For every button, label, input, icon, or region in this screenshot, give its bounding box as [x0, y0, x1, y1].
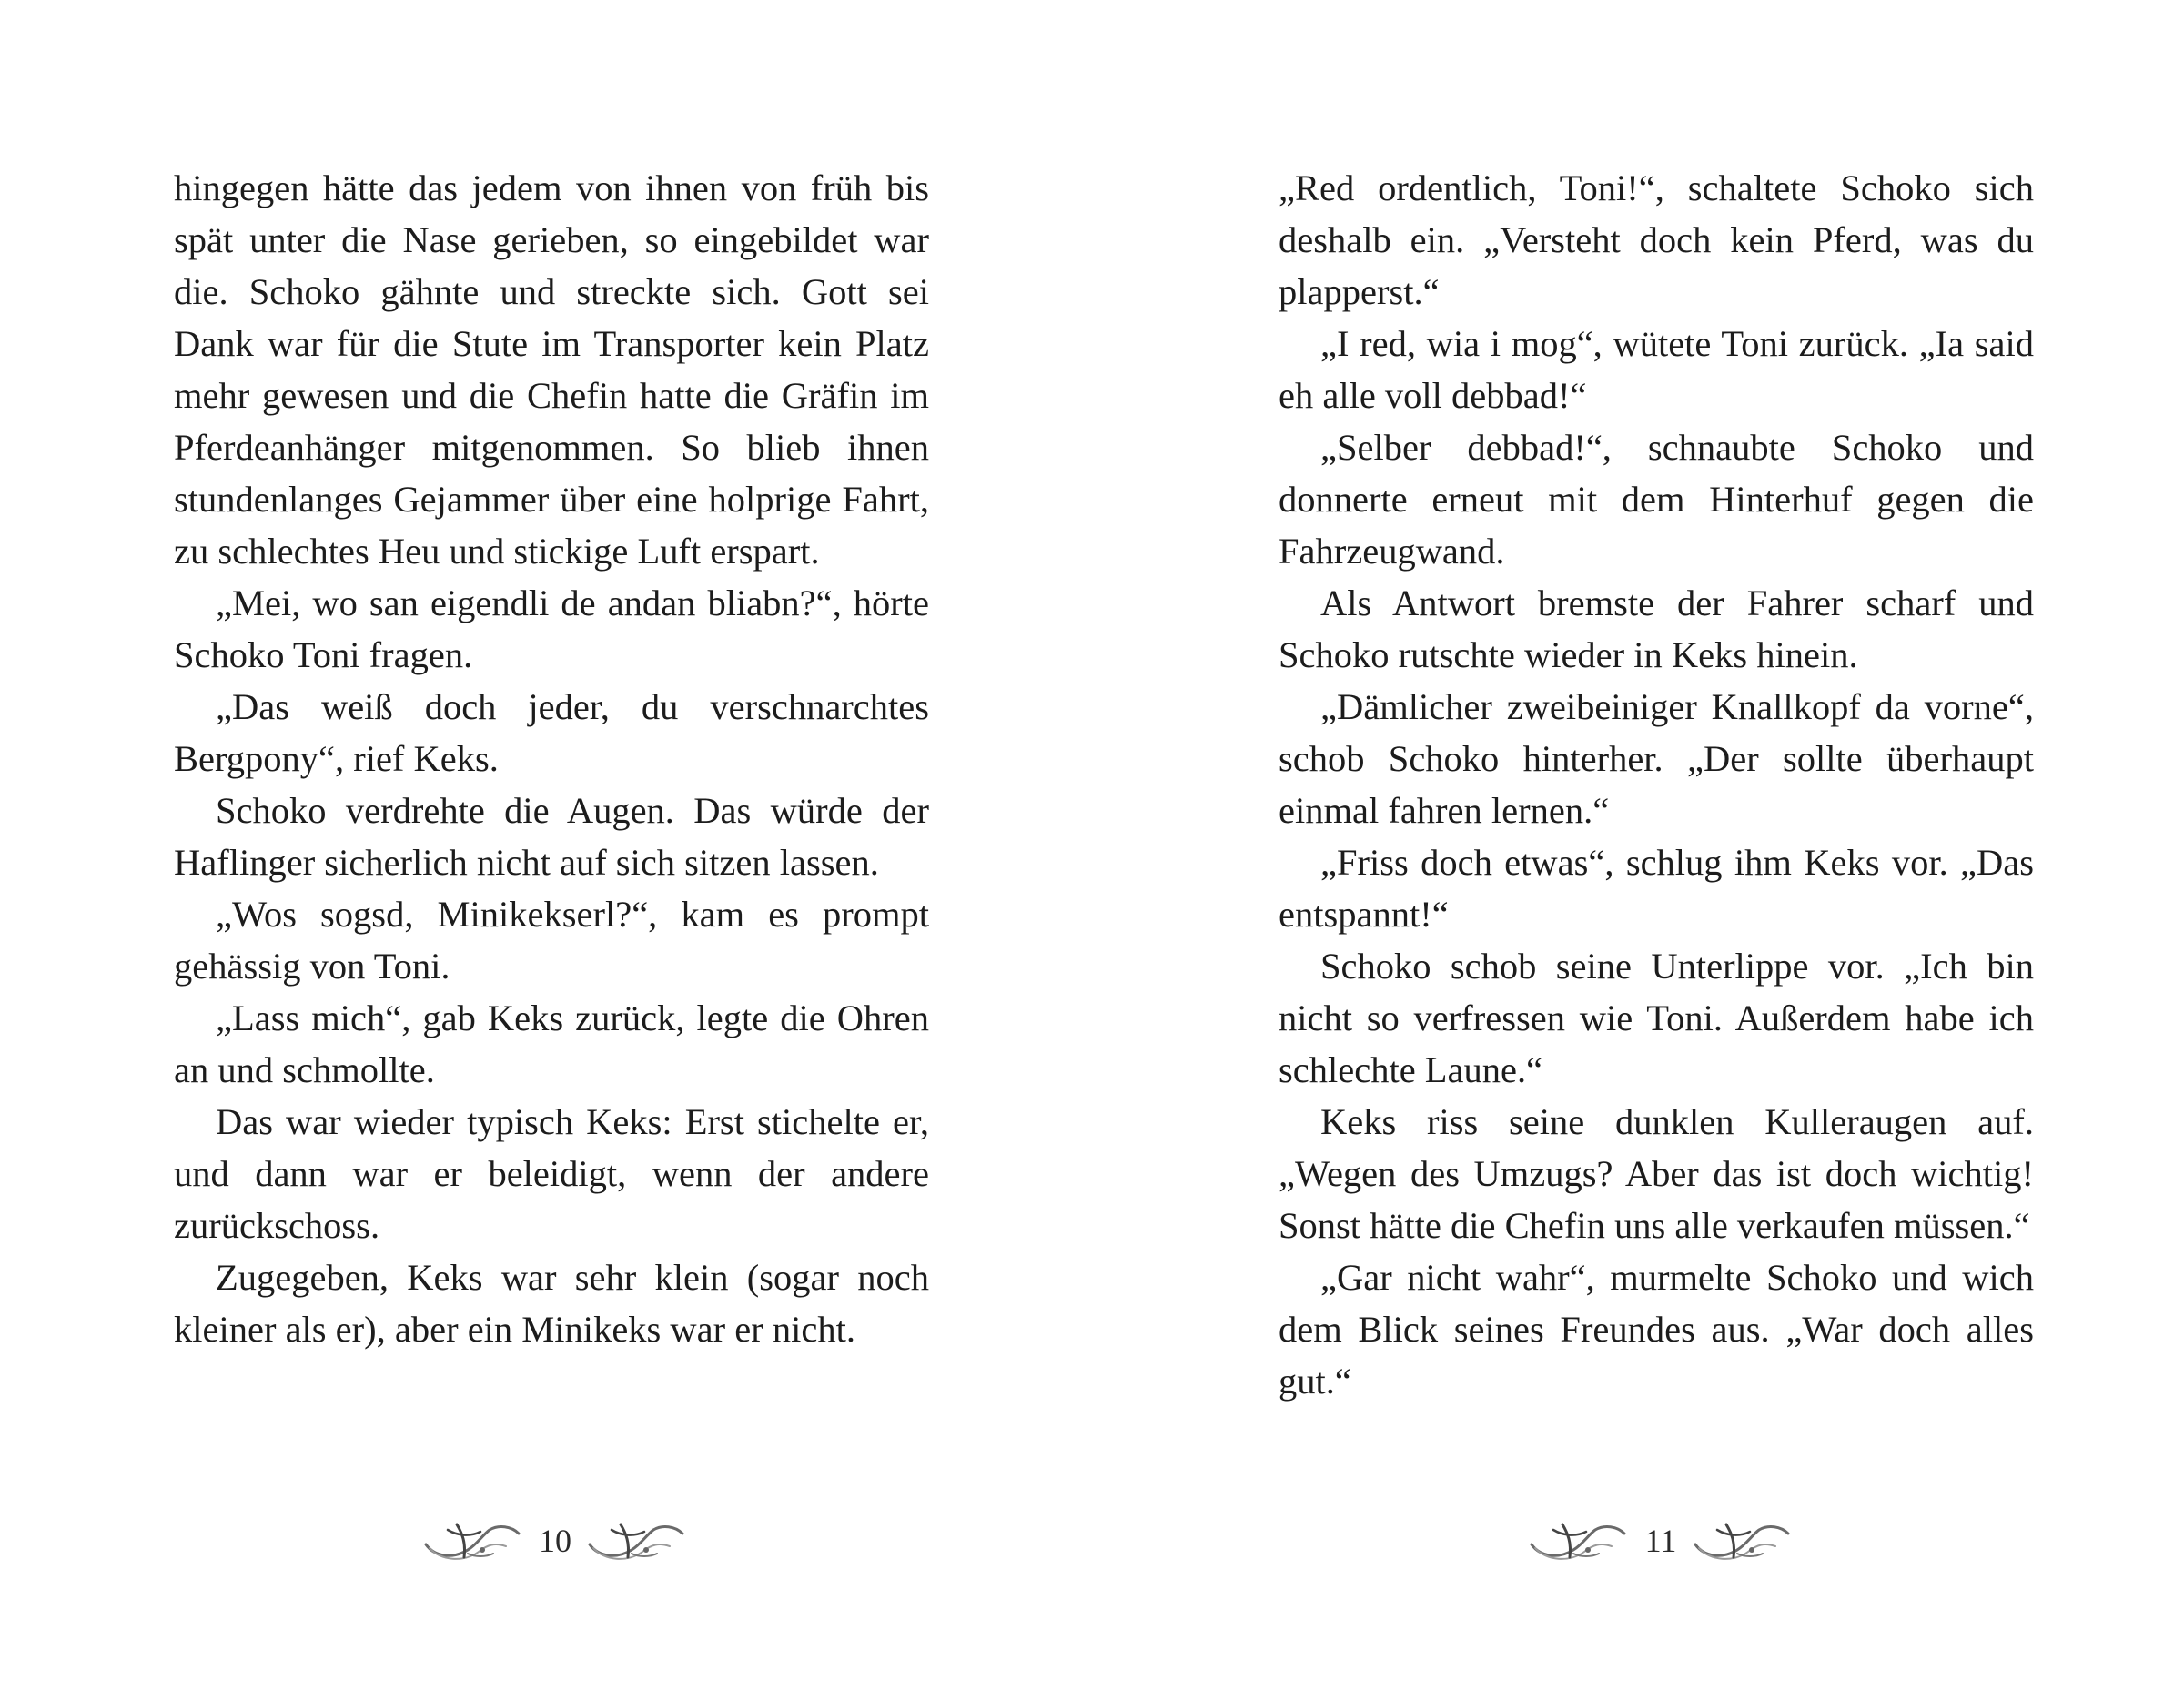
paragraph: Schoko schob seine Unterlippe vor. „Ich bin nicht so verfressen wie Toni. Außerdem habe ich schlechte Laune.“ — [1279, 946, 2034, 1090]
flourish-ornament-icon — [586, 1517, 688, 1564]
page-number: 10 — [539, 1523, 571, 1559]
flourish-ornament-icon — [1692, 1517, 1794, 1564]
paragraph: „Selber debbad!“, schnaubte Schoko und donnerte erneut mit dem Hinterhuf gegen die Fahrzeugwand. — [1279, 427, 2034, 572]
paragraph: „Dämlicher zweibeiniger Knallkopf da vorne“, schob Schoko hinterher. „Der sollte überhaupt einmal fahren lernen.“ — [1279, 686, 2034, 831]
paragraph: „Mei, wo san eigendli de andan bliabn?“, hörte Schoko Toni fragen. — [174, 582, 929, 675]
paragraph: „Red ordentlich, Toni!“, schaltete Schoko sich deshalb ein. „Versteht doch kein Pferd, was du plapperst.“ — [1279, 167, 2034, 312]
paragraph: „Gar nicht wahr“, murmelte Schoko und wich dem Blick seines Freundes aus. „War doch alles gut.“ — [1279, 1257, 2034, 1402]
flourish-ornament-icon — [422, 1517, 524, 1564]
page-number: 11 — [1644, 1523, 1677, 1559]
paragraph: Schoko verdrehte die Augen. Das würde der Haflinger sicherlich nicht auf sich sitzen lassen. — [174, 790, 929, 883]
flourish-ornament-icon — [1528, 1517, 1630, 1564]
right-page — [1092, 0, 2184, 1701]
paragraph: Zugegeben, Keks war sehr klein (sogar noch kleiner als er), aber ein Minikeks war er nicht. — [174, 1257, 929, 1350]
left-page-text — [174, 162, 929, 1355]
paragraph: „Lass mich“, gab Keks zurück, legte die Ohren an und schmollte. — [174, 997, 929, 1090]
paragraph: hingegen hätte das jedem von ihnen von früh bis spät unter die Nase gerieben, so eingebildet war die. Schoko gähnte und streckte sich. Gott sei Dank war für die Stute im Transporter kein Platz mehr gewesen und die Chefin hatte die Gräfin im Pferdeanhänger mitgenommen. So blieb ihnen stundenlanges Gejammer über eine holprige Fahrt, zu schlechtes Heu und stickige Luft erspart. — [174, 167, 929, 572]
page-footer — [419, 1511, 692, 1571]
paragraph: „Friss doch etwas“, schlug ihm Keks vor. „Das entspannt!“ — [1279, 842, 2034, 935]
page-footer — [1524, 1511, 1797, 1571]
paragraph: „Wos sogsd, Minikekserl?“, kam es prompt gehässig von Toni. — [174, 894, 929, 987]
right-page-text — [1279, 162, 2034, 1407]
paragraph: „Das weiß doch jeder, du verschnarchtes Bergpony“, rief Keks. — [174, 686, 929, 779]
paragraph: „I red, wia i mog“, wütete Toni zurück. „Ia said eh alle voll debbad!“ — [1279, 323, 2034, 416]
paragraph: Keks riss seine dunklen Kulleraugen auf. „Wegen des Umzugs? Aber das ist doch wichtig! Sonst hätte die Chefin uns alle verkaufen müssen.“ — [1279, 1101, 2034, 1246]
paragraph: Das war wieder typisch Keks: Erst stichelte er, und dann war er beleidigt, wenn der andere zurückschoss. — [174, 1101, 929, 1246]
paragraph: Als Antwort bremste der Fahrer scharf und Schoko rutschte wieder in Keks hinein. — [1279, 582, 2034, 675]
